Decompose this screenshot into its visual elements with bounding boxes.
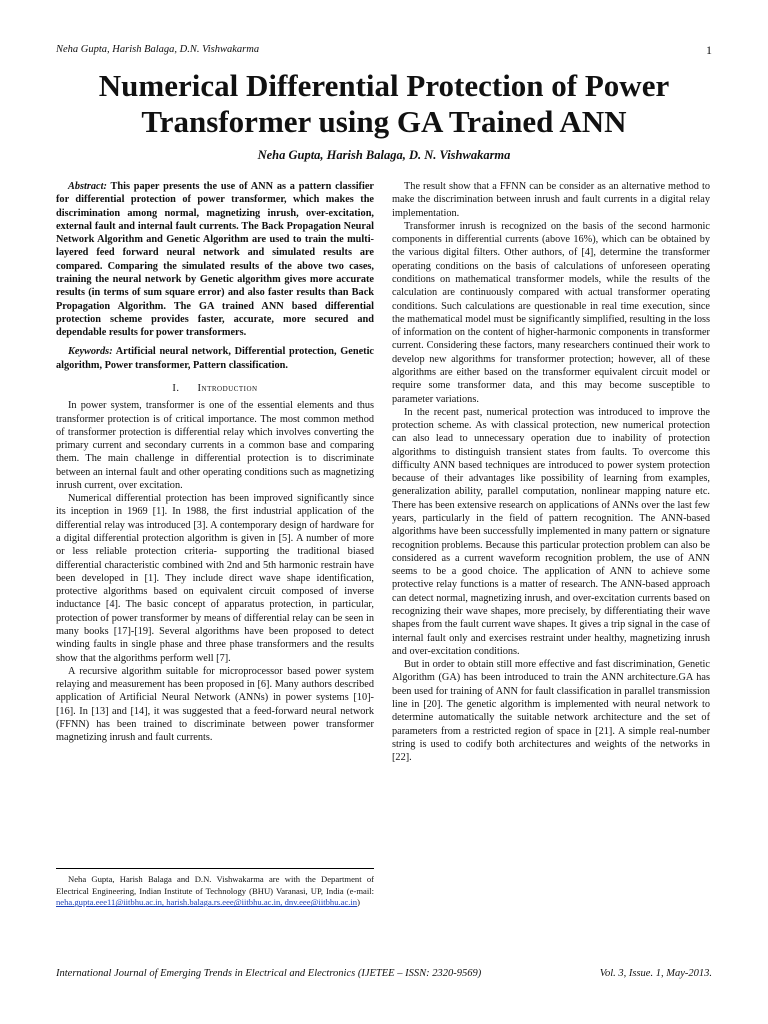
right-paragraph: Transformer inrush is recognized on the basis of the second harmonic components in differential currents (above 16%), which can be obtained by the various digital filters. Other authors, of [4], determine the transformer operating conditions on the basis of calculations of unforeseen operating conditions on mathematical transformer models, while the results of the calculation are continuously compared with actual transformer operating conditions. Such calculations are questionable in real time execution, since the mathematical model must be significantly simplified, resulting in the loss of information on the content of higher-harmonic components in transformer current. Considering these factors, many researchers continued their work to develop new algorithms for transformer protection; however, all of these algorithms are either based on the transformer equivalent circuit model or require some transformer data, and this may become susceptible to parameter variations. [392, 220, 710, 405]
keywords-text: Artificial neural network, Differential protection, Genetic algorithm, Power transformer, Pattern classification. [56, 346, 374, 371]
left-paragraph: In power system, transformer is one of the essential elements and thus transformer protection is of critical importance. The most common method of transformer protection is differential relay which involves converting the primary current and secondary currents in a common base and comparing them. The main challenge in differential protection is to discriminate between an internal fault and other operating conditions such as magnetizing inrush current, over excitation. [56, 400, 374, 491]
footnote-close: ) [357, 897, 360, 908]
footnote-text: Neha Gupta, Harish Balaga and D.N. Vishwakarma are with the Department of Electrical Engineering, Indian Institute of Technology (BHU) Varanasi, UP, India (e-mail: [56, 874, 374, 896]
right-column [392, 180, 710, 764]
abstract [56, 180, 374, 339]
right-paragraph: The result show that a FFNN can be consider as an alternative method to make the discrimination between inrush and fault currents in a digital relay implementation. [392, 181, 710, 219]
page-number: 1 [706, 43, 712, 57]
keywords-label: Keywords: [68, 346, 113, 358]
journal-name: International Journal of Emerging Trends in Electrical and Electronics (IJETEE – ISSN: 2320-9569) [56, 968, 482, 979]
paper-title: Numerical Differential Protection of Power Transformer using GA Trained ANN [98, 68, 670, 139]
paper-authors: Neha Gupta, Harish Balaga, D. N. Vishwakarma [257, 148, 511, 162]
journal-volume: Vol. 3, Issue. 1, May-2013. [599, 968, 712, 979]
right-paragraph: But in order to obtain still more effective and fast discrimination, Genetic Algorithm (GA) has been introduced to train the ANN architecture.GA has been used for training of ANN for fault classification in parallel transmission line in [20]. The genetic algorithm is implemented with neural network to determine automatically the suitable network architecture and the set of parameters from a restricted region of space in [21]. A simple real-number string is used to codify both architectures and weights of the networks in [22]. [392, 659, 710, 764]
journal-footer [56, 968, 712, 979]
footnote-divider [56, 868, 374, 869]
left-paragraph: Numerical differential protection has been improved significantly since its inception in 1969 [1]. In 1988, the first industrial application of the differential relay was introduced [3]. A contemporary design of hardware for a digital differential protection algorithm is given in [5]. A number of more or less reliable protection criteria- supporting the traditional biased differential characteristic combined with 2nd and 5th harmonic restrain have been developed in [1]. They include direct wave shape identification, protective algorithms based on equivalent circuit composed of inverse inductance [4]. The basic concept of apparatus protection, in particular, protection of power transformer by means of differential relay can be seen in many books [17]-[19]. Several algorithms have been proposed to detect winding faults in single phase and three phase transformers and the results show that the algorithms perform well [7]. [56, 493, 374, 664]
left-paragraph: A recursive algorithm suitable for microprocessor based power system relaying and measurement has been proposed in [6]. Many authors described application of Artificial Neural Network (ANNs) in power systems [10]-[16]. In [13] and [14], it was suggested that a feed-forward neural network (FFNN) has been trained to discriminate between power transformer magnetizing inrush and fault currents. [56, 665, 374, 744]
left-column [56, 180, 374, 745]
footnote [56, 874, 374, 909]
running-head-authors: Neha Gupta, Harish Balaga, D.N. Vishwakarma [56, 44, 260, 55]
abstract-text: This paper presents the use of ANN as a pattern classifier for differential protection of power transformer, which makes the discrimination among normal, magnetizing inrush, over-excitation, external fault and internal fault currents. The Back Propagation Neural Network Algorithm and Genetic Algorithm are used to train the multi-layered feed forward neural network and simulated results are compared. Comparing the simulated results of the above two cases, training the neural network by Genetic algorithm gives more accurate results (in terms of sum square error) and also faster results than Back Propagation Algorithm. The GA trained ANN based differential protection scheme provides faster, accurate, more secured and dependable results for power transformers. [56, 181, 374, 339]
running-head [56, 44, 712, 55]
section-title: Introduction [197, 382, 258, 394]
right-paragraph: In the recent past, numerical protection was introduced to improve the protection scheme. As with classical protection, new numerical protection can also lead to unnecessary operation due to inability of protection algorithms to distinguish transient states from faults. To overcome this difficulty ANN based techniques are introduced to power system protection because of their advantages like possibility of learning from examples, generalization ability, parallel computation, nonlinear mapping nature etc. There has been extensive research on applications of ANNs over the last few years, particularly in the field of pattern recognition. The ANN-based algorithms have been successfully implemented in many pattern or signature recognition problems. Because this particular protection problem can also be considered as a current waveform recognition problem, the use of ANN seems to be a good choice. The application of ANN to achieve some protective relay functions is a matter of research. The ANN-based approach can detect normal, magnetizing inrush, and over-excitation currents based on recognizing their wave shapes, more precisely, by differentiating their wave shapes from the fault current wave shapes. It gives a trip signal in the case of internal fault only and exercises restraint under healthy, magnetizing inrush and over-excitation conditions. [392, 406, 710, 657]
keywords [56, 345, 374, 372]
footnote-email-links[interactable]: neha.gupta.eee11@iitbhu.ac.in, harish.balaga.rs.eee@iitbhu.ac.in, dnv.eee@iitbhu.ac.in [56, 897, 358, 908]
section-number: I. [172, 382, 180, 394]
abstract-label: Abstract: [68, 181, 107, 192]
section-heading-introduction [56, 382, 374, 395]
